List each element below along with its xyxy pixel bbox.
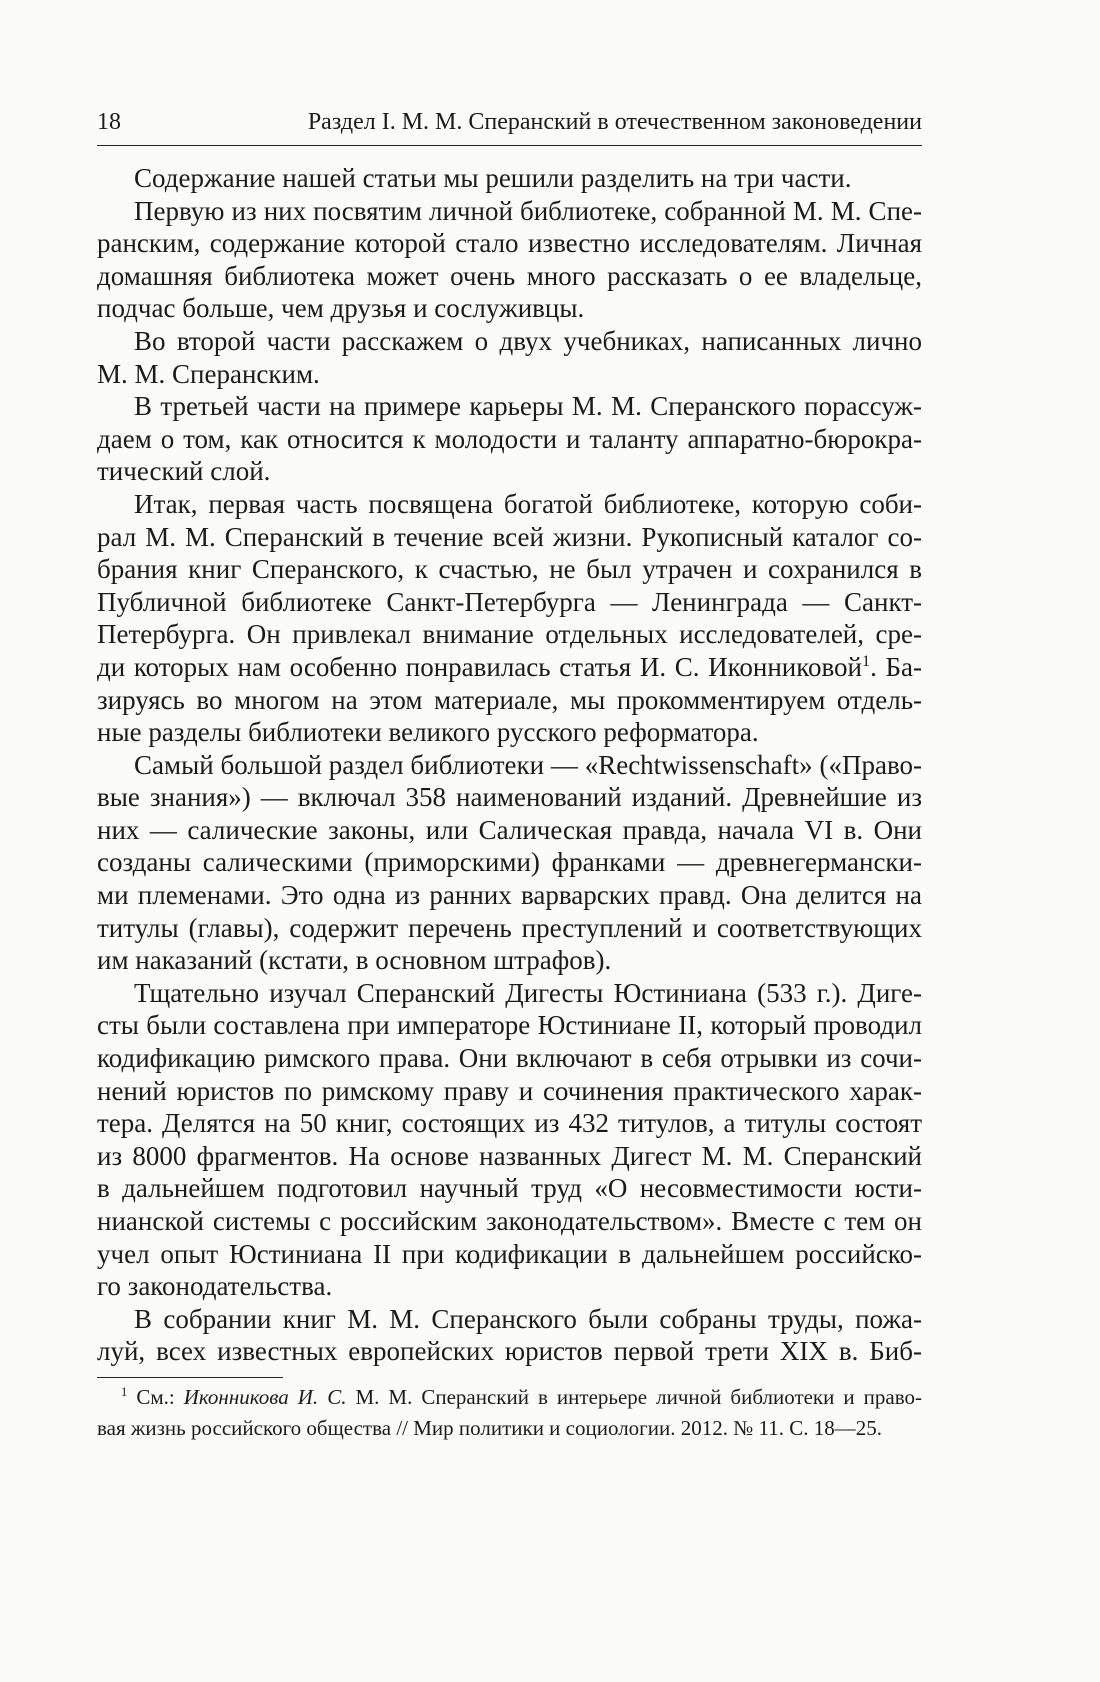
text-line: рал М. М. Сперанский в течение всей жизни. Рукописный каталог со- <box>97 521 922 552</box>
paragraph <box>97 977 922 1303</box>
text-line: нианской системы с российским законодательством». Вместе с тем он <box>97 1206 922 1236</box>
text-line: даем о том, как относится к молодости и таланту аппаратно-бюрокра- <box>97 423 922 454</box>
text-line: Публичной библиотеке Санкт-Петербурга — Ленинграда — Санкт- <box>97 586 922 617</box>
paragraph <box>97 749 922 977</box>
text-line: ми племенами. Это одна из ранних варварских правд. Она делится на <box>97 880 922 911</box>
text-line: нений юристов по римскому праву и сочинения практического харак- <box>97 1075 922 1106</box>
text-line: кодификацию римского права. Они включают в себя отрывки из сочи- <box>97 1043 922 1074</box>
text-line: в дальнейшем подготовил научный труд «О несовместимости юсти- <box>97 1173 922 1204</box>
text-line: вые знания») — включал 358 наименований изданий. Древнейшие из <box>97 782 922 813</box>
paragraph <box>97 1382 922 1444</box>
footnote-line <box>97 1382 922 1413</box>
header-rule <box>97 145 922 146</box>
text-line: тический слой. <box>97 456 271 487</box>
text-line: Самый большой раздел библиотеки — «Rechtwissenschaft» («Право- <box>134 749 922 780</box>
footnote <box>97 1382 922 1444</box>
footnote-marker: 1 <box>121 1385 128 1400</box>
text-line: Петербурга. Он привлекал внимание отдельных исследователей, сре- <box>97 619 922 650</box>
text-line: брания книг Сперанского, к счастью, не был утрачен и сохранился в <box>97 554 922 585</box>
footnote-line: вая жизнь российского общества // Мир политики и социологии. 2012. № 11. С. 18—25. <box>97 1416 883 1440</box>
paragraph <box>97 195 922 325</box>
text-line: луй, всех известных европейских юристов первой трети XIX в. Биб- <box>97 1336 922 1367</box>
text-line: зируясь во многом на этом материале, мы прокомментируем отдель- <box>97 684 922 715</box>
text-line: сты были составлена при императоре Юстиниане II, который проводил <box>97 1010 922 1041</box>
text-line: из 8000 фрагментов. На основе названных Дигест М. М. Сперанский <box>97 1140 922 1171</box>
paragraph <box>97 1303 922 1368</box>
text-line: титулы (главы), содержит перечень преступлений и соответствующих <box>97 912 922 943</box>
text-line: В собрании книг М. М. Сперанского были собраны труды, пожа- <box>134 1303 922 1334</box>
text-line: учел опыт Юстиниана II при кодификации в дальнейшем российско- <box>97 1238 922 1269</box>
footnote-rule <box>97 1377 283 1378</box>
paragraph <box>97 162 922 195</box>
line-segment: . Ба- <box>870 651 922 682</box>
text-line: тера. Делятся на 50 книг, состоящих из 432 титулов, а титулы состоят <box>97 1108 922 1139</box>
text-line: ранским, содержание которой стало известно исследователям. Личная <box>97 228 922 259</box>
text-line: Содержание нашей статьи мы решили разделить на три части. <box>134 163 852 193</box>
paragraph <box>97 488 922 749</box>
text-line: созданы салическими (приморскими) франками — древнегермански- <box>97 847 922 878</box>
footnote-marker: 1 <box>862 651 871 670</box>
line-segment: ди которых нам особенно понравилась статья И. С. Иконниковой <box>97 651 863 682</box>
page-number: 18 <box>97 109 121 135</box>
text-line: Первую из них посвятим личной библиотеке, собранной М. М. Спе- <box>134 195 922 226</box>
text-line: ные разделы библиотеки великого русского реформатора. <box>97 717 759 748</box>
paragraph <box>97 325 922 390</box>
text-line: го законодательства. <box>97 1271 333 1302</box>
text-line: Во второй части расскажем о двух учебниках, написанных лично <box>134 325 922 356</box>
running-header <box>97 106 922 138</box>
author-name: Иконникова И. С. <box>183 1385 347 1409</box>
line-segment: См.: <box>127 1385 184 1409</box>
text-line: В третьей части на примере карьеры М. М. Сперанского порассуж- <box>134 391 922 422</box>
text-line: М. М. Сперанским. <box>97 358 320 389</box>
text-line: подчас больше, чем друзья и сослуживцы. <box>97 293 585 324</box>
text-line: них — салические законы, или Салическая правда, начала VI в. Они <box>97 814 922 845</box>
body-text <box>97 162 922 1368</box>
running-title: Раздел I. М. М. Сперанский в отечественном законоведении <box>307 109 922 135</box>
paragraph <box>97 390 922 488</box>
text-line: Тщательно изучал Сперанский Дигесты Юстиниана (533 г.). Диге- <box>134 977 922 1008</box>
text-line <box>97 651 922 684</box>
text-line: им наказаний (кстати, в основном штрафов). <box>97 945 612 976</box>
text-line: домашняя библиотека может очень много рассказать о ее владельце, <box>97 260 922 291</box>
text-line: Итак, первая часть посвящена богатой библиотеке, которую соби- <box>134 488 922 519</box>
line-segment: М. М. Сперанский в интерьере личной библиотеки и право- <box>346 1385 922 1409</box>
